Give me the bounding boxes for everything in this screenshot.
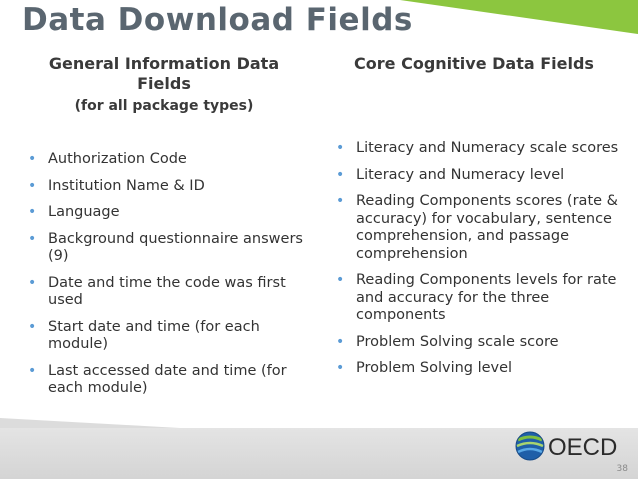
list-item-text: Language bbox=[48, 204, 120, 220]
list-item bbox=[24, 178, 314, 196]
list-item-text: Background questionnaire answers (9) bbox=[48, 230, 303, 264]
list-item bbox=[24, 204, 314, 222]
list-item-text: Reading Components scores (rate & accuracy) for vocabulary, sentence comprehension, and passage comprehension bbox=[356, 193, 618, 262]
list-item bbox=[24, 275, 314, 310]
bullet-icon: • bbox=[336, 272, 345, 288]
list-item-text: Authorization Code bbox=[48, 151, 187, 167]
list-item bbox=[332, 272, 620, 325]
right-column-heading: Core Cognitive Data Fields bbox=[354, 54, 594, 73]
list-item bbox=[332, 360, 620, 378]
list-item-text: Literacy and Numeracy scale scores bbox=[356, 140, 619, 156]
list-item bbox=[332, 140, 620, 158]
page-number: 38 bbox=[616, 464, 628, 474]
slide-title: Data Download Fields bbox=[22, 2, 413, 38]
corner-accent bbox=[400, 0, 638, 34]
list-item-text: Problem Solving level bbox=[356, 360, 513, 376]
bullet-icon: • bbox=[336, 333, 345, 350]
list-item-text: Start date and time (for each module) bbox=[48, 318, 260, 352]
bullet-icon: • bbox=[28, 177, 37, 194]
bullet-icon: • bbox=[336, 140, 345, 156]
list-item-text: Reading Components levels for rate and accuracy for the three components bbox=[356, 272, 617, 323]
list-item bbox=[24, 319, 314, 354]
bullet-icon: • bbox=[28, 230, 37, 247]
bullet-icon: • bbox=[28, 362, 37, 379]
oecd-globe-icon bbox=[514, 430, 546, 462]
bullet-icon: • bbox=[336, 166, 345, 183]
list-item-text: Institution Name & ID bbox=[48, 177, 205, 194]
left-column-heading: General Information Data Fields bbox=[48, 54, 280, 93]
list-item bbox=[332, 193, 620, 263]
bullet-icon: • bbox=[336, 360, 345, 376]
bullet-icon: • bbox=[28, 151, 37, 167]
bullet-icon: • bbox=[336, 193, 345, 209]
list-item-text: Literacy and Numeracy level bbox=[356, 166, 565, 183]
list-item bbox=[24, 363, 314, 398]
list-item-text: Date and time the code was first used bbox=[48, 274, 286, 308]
list-item-text: Problem Solving scale score bbox=[356, 333, 559, 350]
list-item bbox=[24, 151, 314, 169]
list-item-text: Last accessed date and time (for each module) bbox=[48, 362, 287, 396]
bullet-icon: • bbox=[28, 204, 37, 220]
left-bullet-list bbox=[24, 151, 314, 407]
bullet-icon: • bbox=[28, 274, 37, 291]
bullet-icon: • bbox=[28, 318, 37, 335]
footer-accent bbox=[0, 418, 180, 428]
left-column-subheading: (for all package types) bbox=[74, 98, 254, 114]
right-bullet-list bbox=[332, 140, 620, 387]
list-item bbox=[332, 167, 620, 185]
list-item bbox=[332, 334, 620, 352]
list-item bbox=[24, 231, 314, 266]
oecd-logo-text: OECD bbox=[548, 434, 618, 461]
